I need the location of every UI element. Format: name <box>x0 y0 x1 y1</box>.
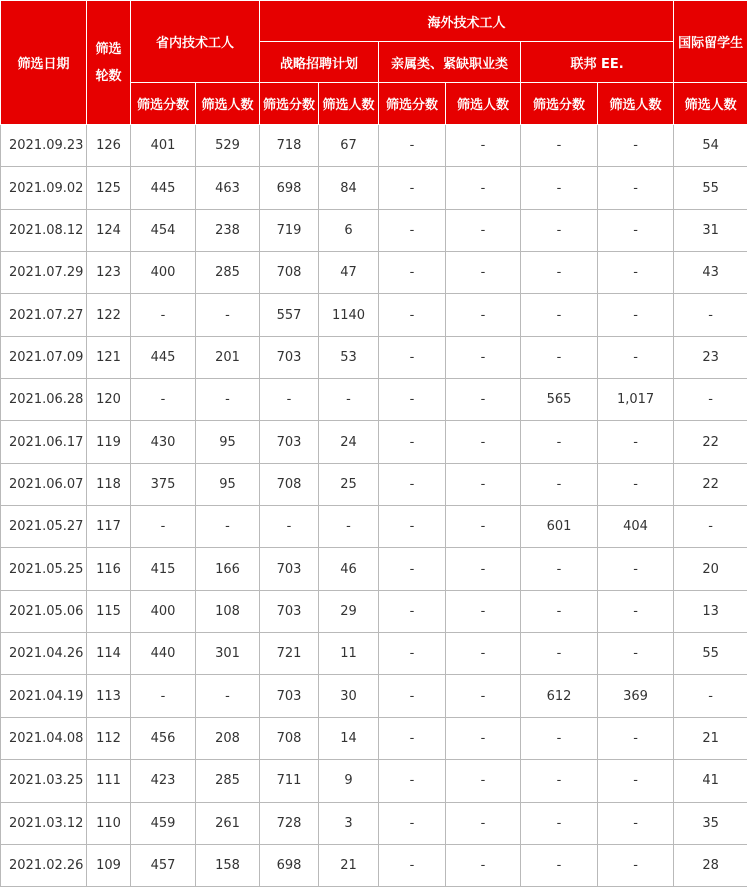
cell-provincial-count: - <box>196 379 260 421</box>
header-round: 筛选轮数 <box>87 1 131 125</box>
cell-federal-count: - <box>598 294 674 336</box>
cell-round: 125 <box>87 167 131 209</box>
subheader-score: 筛选分数 <box>260 83 319 125</box>
cell-intl-count: 35 <box>674 802 747 844</box>
cell-strategic-count: 3 <box>319 802 379 844</box>
cell-strategic-score: 708 <box>260 717 319 759</box>
cell-federal-count: - <box>598 548 674 590</box>
cell-intl-count: 28 <box>674 844 747 886</box>
cell-family-score: - <box>379 548 446 590</box>
cell-provincial-score: 456 <box>131 717 196 759</box>
cell-intl-count: 43 <box>674 252 747 294</box>
table-body <box>1 125 747 887</box>
cell-date: 2021.03.12 <box>1 802 87 844</box>
cell-date: 2021.05.06 <box>1 590 87 632</box>
cell-round: 113 <box>87 675 131 717</box>
cell-family-count: - <box>446 844 521 886</box>
cell-intl-count: - <box>674 506 747 548</box>
cell-federal-score: 565 <box>521 379 598 421</box>
cell-provincial-score: 400 <box>131 252 196 294</box>
cell-federal-count: - <box>598 209 674 251</box>
cell-strategic-score: 728 <box>260 802 319 844</box>
cell-round: 120 <box>87 379 131 421</box>
cell-strategic-count: 25 <box>319 463 379 505</box>
cell-round: 116 <box>87 548 131 590</box>
cell-federal-score: - <box>521 252 598 294</box>
cell-date: 2021.04.26 <box>1 633 87 675</box>
cell-family-count: - <box>446 209 521 251</box>
cell-federal-score: - <box>521 167 598 209</box>
cell-provincial-count: 208 <box>196 717 260 759</box>
header-strategic: 战略招聘计划 <box>260 42 379 83</box>
table-row <box>1 506 747 548</box>
cell-provincial-score: 445 <box>131 167 196 209</box>
cell-family-score: - <box>379 760 446 802</box>
cell-strategic-count: 21 <box>319 844 379 886</box>
cell-family-score: - <box>379 590 446 632</box>
cell-strategic-score: 703 <box>260 675 319 717</box>
cell-strategic-score: 703 <box>260 336 319 378</box>
cell-date: 2021.05.25 <box>1 548 87 590</box>
table-row <box>1 675 747 717</box>
cell-date: 2021.05.27 <box>1 506 87 548</box>
cell-family-score: - <box>379 167 446 209</box>
cell-federal-score: - <box>521 717 598 759</box>
cell-strategic-count: 30 <box>319 675 379 717</box>
cell-strategic-count: 9 <box>319 760 379 802</box>
cell-federal-count: - <box>598 125 674 167</box>
cell-family-count: - <box>446 167 521 209</box>
cell-provincial-count: 166 <box>196 548 260 590</box>
cell-intl-count: - <box>674 294 747 336</box>
cell-strategic-score: 708 <box>260 252 319 294</box>
cell-provincial-count: 238 <box>196 209 260 251</box>
cell-strategic-count: 47 <box>319 252 379 294</box>
cell-provincial-count: 529 <box>196 125 260 167</box>
cell-round: 121 <box>87 336 131 378</box>
header-overseas: 海外技术工人 <box>260 1 674 42</box>
cell-date: 2021.04.08 <box>1 717 87 759</box>
table-row <box>1 844 747 886</box>
cell-intl-count: 23 <box>674 336 747 378</box>
cell-family-count: - <box>446 760 521 802</box>
cell-family-count: - <box>446 379 521 421</box>
cell-round: 123 <box>87 252 131 294</box>
cell-round: 119 <box>87 421 131 463</box>
cell-provincial-count: - <box>196 675 260 717</box>
cell-round: 109 <box>87 844 131 886</box>
cell-federal-score: - <box>521 463 598 505</box>
cell-federal-count: - <box>598 760 674 802</box>
cell-round: 118 <box>87 463 131 505</box>
table-row <box>1 209 747 251</box>
cell-family-score: - <box>379 336 446 378</box>
cell-date: 2021.06.17 <box>1 421 87 463</box>
cell-round: 124 <box>87 209 131 251</box>
cell-date: 2021.04.19 <box>1 675 87 717</box>
cell-date: 2021.07.27 <box>1 294 87 336</box>
cell-date: 2021.09.23 <box>1 125 87 167</box>
cell-family-count: - <box>446 548 521 590</box>
cell-provincial-score: 415 <box>131 548 196 590</box>
cell-federal-count: - <box>598 252 674 294</box>
cell-provincial-count: 108 <box>196 590 260 632</box>
cell-strategic-score: 703 <box>260 548 319 590</box>
cell-strategic-score: 698 <box>260 167 319 209</box>
cell-strategic-count: 53 <box>319 336 379 378</box>
cell-strategic-score: 703 <box>260 421 319 463</box>
cell-strategic-count: 84 <box>319 167 379 209</box>
cell-provincial-count: 301 <box>196 633 260 675</box>
cell-family-count: - <box>446 252 521 294</box>
cell-strategic-count: 46 <box>319 548 379 590</box>
cell-strategic-count: 14 <box>319 717 379 759</box>
subheader-count: 筛选人数 <box>446 83 521 125</box>
cell-strategic-count: - <box>319 379 379 421</box>
cell-strategic-count: - <box>319 506 379 548</box>
cell-provincial-score: 440 <box>131 633 196 675</box>
cell-family-score: - <box>379 802 446 844</box>
table-row <box>1 463 747 505</box>
table-row <box>1 717 747 759</box>
subheader-score: 筛选分数 <box>521 83 598 125</box>
subheader-count: 筛选人数 <box>319 83 379 125</box>
cell-round: 112 <box>87 717 131 759</box>
cell-federal-score: - <box>521 802 598 844</box>
cell-provincial-count: - <box>196 506 260 548</box>
cell-federal-score: - <box>521 633 598 675</box>
cell-family-count: - <box>446 463 521 505</box>
cell-family-count: - <box>446 590 521 632</box>
cell-intl-count: 22 <box>674 421 747 463</box>
subheader-count: 筛选人数 <box>674 83 747 125</box>
cell-intl-count: 22 <box>674 463 747 505</box>
table-row <box>1 633 747 675</box>
table-row <box>1 590 747 632</box>
cell-provincial-count: 158 <box>196 844 260 886</box>
cell-family-count: - <box>446 336 521 378</box>
cell-family-score: - <box>379 633 446 675</box>
subheader-count: 筛选人数 <box>196 83 260 125</box>
cell-intl-count: 20 <box>674 548 747 590</box>
cell-family-count: - <box>446 125 521 167</box>
cell-family-score: - <box>379 379 446 421</box>
cell-family-score: - <box>379 506 446 548</box>
cell-federal-count: - <box>598 844 674 886</box>
cell-federal-score: - <box>521 760 598 802</box>
cell-round: 122 <box>87 294 131 336</box>
cell-provincial-score: 454 <box>131 209 196 251</box>
cell-provincial-count: 285 <box>196 252 260 294</box>
cell-round: 126 <box>87 125 131 167</box>
cell-federal-count: - <box>598 717 674 759</box>
cell-intl-count: 41 <box>674 760 747 802</box>
table-row <box>1 760 747 802</box>
cell-federal-count: 1,017 <box>598 379 674 421</box>
table-row <box>1 294 747 336</box>
cell-provincial-count: 463 <box>196 167 260 209</box>
cell-federal-score: - <box>521 209 598 251</box>
cell-strategic-score: 708 <box>260 463 319 505</box>
cell-provincial-score: - <box>131 675 196 717</box>
cell-intl-count: 55 <box>674 633 747 675</box>
cell-federal-score: - <box>521 125 598 167</box>
cell-federal-count: - <box>598 421 674 463</box>
cell-family-score: - <box>379 294 446 336</box>
table-row <box>1 548 747 590</box>
header-family: 亲属类、紧缺职业类 <box>379 42 521 83</box>
cell-family-score: - <box>379 844 446 886</box>
cell-strategic-count: 1140 <box>319 294 379 336</box>
cell-provincial-count: - <box>196 294 260 336</box>
cell-federal-count: - <box>598 336 674 378</box>
cell-date: 2021.07.29 <box>1 252 87 294</box>
header-date: 筛选日期 <box>1 1 87 125</box>
header-federal: 联邦 EE. <box>521 42 674 83</box>
cell-intl-count: 31 <box>674 209 747 251</box>
cell-strategic-score: 698 <box>260 844 319 886</box>
cell-family-count: - <box>446 675 521 717</box>
cell-date: 2021.07.09 <box>1 336 87 378</box>
cell-round: 111 <box>87 760 131 802</box>
cell-strategic-score: - <box>260 506 319 548</box>
cell-date: 2021.02.26 <box>1 844 87 886</box>
table-row <box>1 252 747 294</box>
cell-intl-count: 54 <box>674 125 747 167</box>
cell-intl-count: - <box>674 675 747 717</box>
cell-provincial-score: 400 <box>131 590 196 632</box>
cell-family-score: - <box>379 675 446 717</box>
header-provincial: 省内技术工人 <box>131 1 260 83</box>
cell-round: 110 <box>87 802 131 844</box>
cell-strategic-score: 557 <box>260 294 319 336</box>
cell-intl-count: - <box>674 379 747 421</box>
cell-family-score: - <box>379 717 446 759</box>
cell-provincial-score: 430 <box>131 421 196 463</box>
cell-federal-score: - <box>521 844 598 886</box>
cell-intl-count: 21 <box>674 717 747 759</box>
table-row <box>1 379 747 421</box>
cell-provincial-count: 95 <box>196 421 260 463</box>
cell-strategic-count: 67 <box>319 125 379 167</box>
cell-family-score: - <box>379 209 446 251</box>
cell-family-count: - <box>446 506 521 548</box>
cell-provincial-score: 401 <box>131 125 196 167</box>
cell-provincial-score: - <box>131 506 196 548</box>
cell-federal-score: - <box>521 590 598 632</box>
cell-federal-score: 601 <box>521 506 598 548</box>
cell-strategic-count: 6 <box>319 209 379 251</box>
cell-family-score: - <box>379 463 446 505</box>
cell-federal-count: - <box>598 167 674 209</box>
cell-round: 114 <box>87 633 131 675</box>
cell-federal-score: - <box>521 548 598 590</box>
cell-strategic-score: 703 <box>260 590 319 632</box>
subheader-count: 筛选人数 <box>598 83 674 125</box>
table-row <box>1 802 747 844</box>
cell-provincial-score: 457 <box>131 844 196 886</box>
table-row <box>1 125 747 167</box>
cell-federal-count: 404 <box>598 506 674 548</box>
cell-family-score: - <box>379 125 446 167</box>
cell-round: 117 <box>87 506 131 548</box>
cell-family-count: - <box>446 802 521 844</box>
cell-federal-count: - <box>598 633 674 675</box>
cell-date: 2021.06.28 <box>1 379 87 421</box>
cell-family-score: - <box>379 421 446 463</box>
cell-intl-count: 13 <box>674 590 747 632</box>
cell-provincial-count: 261 <box>196 802 260 844</box>
cell-provincial-score: 375 <box>131 463 196 505</box>
table-row <box>1 421 747 463</box>
cell-federal-score: - <box>521 421 598 463</box>
cell-strategic-score: 719 <box>260 209 319 251</box>
cell-family-count: - <box>446 717 521 759</box>
cell-family-score: - <box>379 252 446 294</box>
cell-federal-score: - <box>521 294 598 336</box>
cell-date: 2021.06.07 <box>1 463 87 505</box>
cell-provincial-score: 459 <box>131 802 196 844</box>
cell-family-count: - <box>446 421 521 463</box>
cell-strategic-count: 24 <box>319 421 379 463</box>
header-intl: 国际留学生 <box>674 1 747 83</box>
cell-provincial-score: 423 <box>131 760 196 802</box>
cell-provincial-score: 445 <box>131 336 196 378</box>
cell-date: 2021.09.02 <box>1 167 87 209</box>
cell-federal-score: - <box>521 336 598 378</box>
cell-date: 2021.03.25 <box>1 760 87 802</box>
cell-intl-count: 55 <box>674 167 747 209</box>
cell-federal-count: - <box>598 463 674 505</box>
cell-round: 115 <box>87 590 131 632</box>
cell-federal-count: - <box>598 590 674 632</box>
table-row <box>1 336 747 378</box>
cell-strategic-count: 11 <box>319 633 379 675</box>
cell-provincial-score: - <box>131 379 196 421</box>
cell-provincial-count: 285 <box>196 760 260 802</box>
cell-strategic-score: 711 <box>260 760 319 802</box>
subheader-score: 筛选分数 <box>379 83 446 125</box>
cell-family-count: - <box>446 633 521 675</box>
cell-date: 2021.08.12 <box>1 209 87 251</box>
cell-family-count: - <box>446 294 521 336</box>
cell-provincial-count: 201 <box>196 336 260 378</box>
cell-strategic-score: - <box>260 379 319 421</box>
cell-strategic-count: 29 <box>319 590 379 632</box>
cell-provincial-count: 95 <box>196 463 260 505</box>
table-row <box>1 167 747 209</box>
subheader-score: 筛选分数 <box>131 83 196 125</box>
cell-strategic-score: 721 <box>260 633 319 675</box>
cell-federal-count: - <box>598 802 674 844</box>
cell-federal-score: 612 <box>521 675 598 717</box>
cell-federal-count: 369 <box>598 675 674 717</box>
cell-provincial-score: - <box>131 294 196 336</box>
cell-strategic-score: 718 <box>260 125 319 167</box>
